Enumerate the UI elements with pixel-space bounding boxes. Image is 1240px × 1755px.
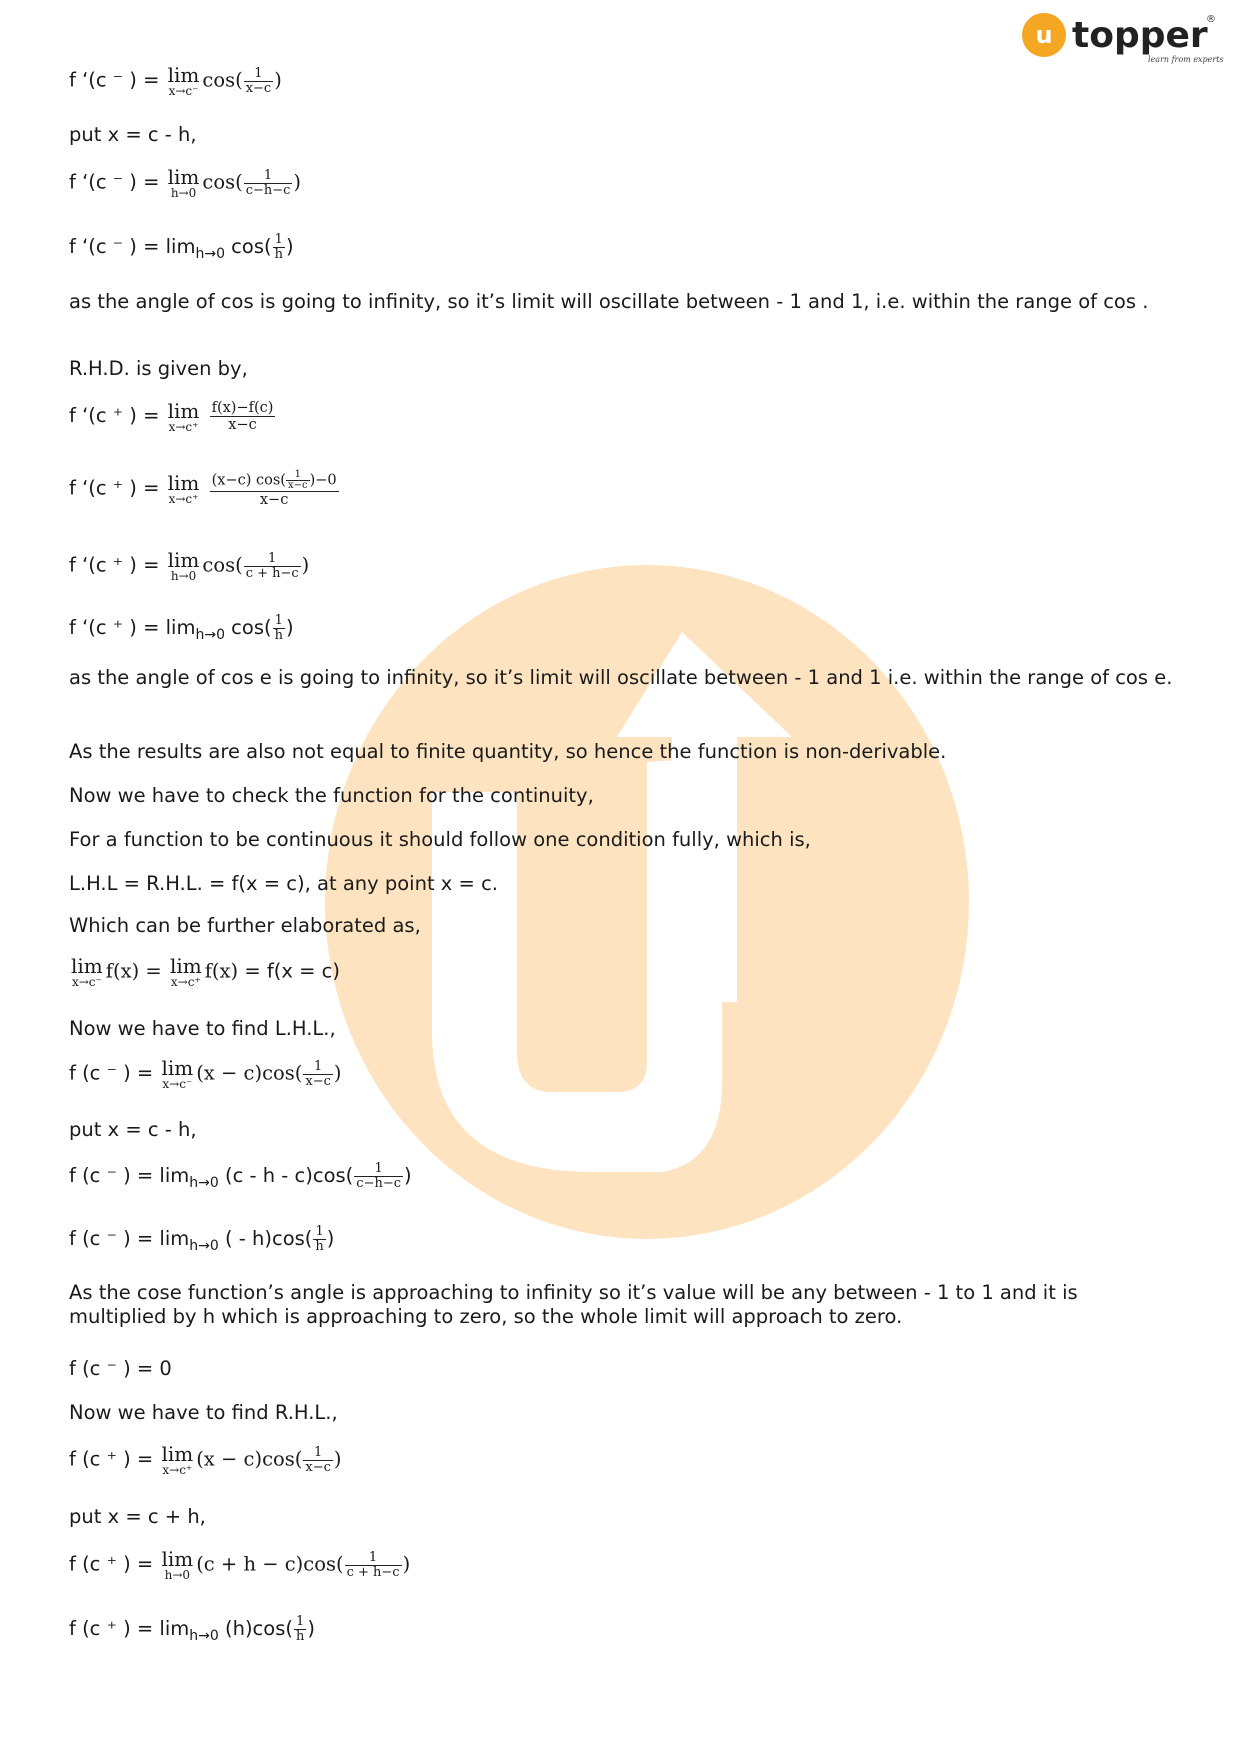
paragraph-rhd-oscillation: as the angle of cos e is going to infinity, so it’s limit will oscillate between - 1 and 1 i.e. within the range of cos e. [69,666,1173,689]
svg-text:®: ® [1206,14,1216,25]
text-rhd-heading: R.H.D. is given by, [69,357,248,380]
equation-lhd-substituted: f ‘(c ⁻ ) = lim h→0 cos( $\frac{1}{c-h-c}$ ) [69,165,302,200]
text-substitution-rhl: put x = c + h, [69,1505,206,1528]
svg-text:topper: topper [1072,15,1208,56]
paragraph-lhd-oscillation: as the angle of cos is going to infinity, so it’s limit will oscillate between - 1 and 1, i.e. within the range of cos . [69,290,1149,313]
text-find-lhl: Now we have to find L.H.L., [69,1017,336,1040]
equation-rhd-expanded: f ‘(c ⁺ ) = lim x→c⁺ (x−c) cos( $\frac{1}{x-c}$ )−0 x−c [69,469,337,508]
equation-rhd-substituted: f ‘(c ⁺ ) = lim h→0 cos( $\frac{1}{c + h-c}$ ) [69,548,310,583]
equation-lhl-limit: f (c ⁻ ) = lim x→c⁻ (x − c)cos( $\frac{1}{x-c}$ ) [69,1056,342,1091]
text-continuity-condition: For a function to be continuous it should follow one condition fully, which is, [69,828,811,851]
text-elaborated: Which can be further elaborated as, [69,914,421,937]
equation-lhd-limit: f ‘(c ⁻ ) = lim x→c⁻ cos( $\frac{1}{x-c}$ ) [69,63,282,98]
svg-text:learn from experts: learn from experts [1148,55,1224,64]
topper-watermark-logo [322,562,972,1242]
equation-lhd-simplified: f ‘(c ⁻ ) = $\lim_{h\to 0} \cos$( $\frac{1}{h}$ ) [69,232,294,262]
equation-lhl-result: f (c ⁻ ) = 0 [69,1357,172,1380]
text-continuity-check: Now we have to check the function for the continuity, [69,784,594,807]
topper-logo [1020,10,1224,68]
svg-text:u: u [1035,21,1053,49]
equation-rhl-simplified: f (c ⁺ ) = $\lim_{h\to 0} (h)\cos$( $\frac{1}{h}$ ) [69,1614,315,1644]
equation-limit-equality: lim x→c⁻ f(x) = lim x→c⁺ f(x) = f(x = c) [71,954,340,989]
equation-lhl-simplified: f (c ⁻ ) = $\lim_{h\to 0}$ ( - h)cos( $\frac{1}{h}$ ) [69,1224,335,1254]
equation-rhd-simplified: f ‘(c ⁺ ) = $\lim_{h\to 0} \cos$( $\frac{1}{h}$ ) [69,613,294,643]
equation-lhl-substituted: f (c ⁻ ) = $\lim_{h\to 0} (c$ - h - c)cos( $\frac{1}{c-h-c}$ ) [69,1161,412,1191]
paragraph-lhl-zero: As the cose function’s angle is approaching to infinity so it’s value will be any between - 1 to 1 and it is multiplied by h which is approaching to zero, so the whole limit will approach to zero. [69,1281,1078,1328]
text-find-rhl: Now we have to find R.H.L., [69,1401,338,1424]
equation-rhl-limit: f (c ⁺ ) = lim x→c⁺ (x − c)cos( $\frac{1}{x-c}$ ) [69,1442,342,1477]
text-lhl-rhl-equality: L.H.L = R.H.L. = f(x = c), at any point x = c. [69,872,498,895]
text-substitution: put x = c - h, [69,123,197,146]
text-non-derivable: As the results are also not equal to finite quantity, so hence the function is non-derivable. [69,740,947,763]
text-substitution-lhl: put x = c - h, [69,1118,197,1141]
equation-rhl-substituted: f (c ⁺ ) = lim h→0 (c + h − c)cos( $\frac{1}{c + h-c}$ ) [69,1547,411,1582]
topper-logo-icon [1020,10,1224,68]
equation-rhd-definition: f ‘(c ⁺ ) = lim x→c⁺ $\frac{f(x)-f(c)}{x-c}$ [69,398,274,434]
